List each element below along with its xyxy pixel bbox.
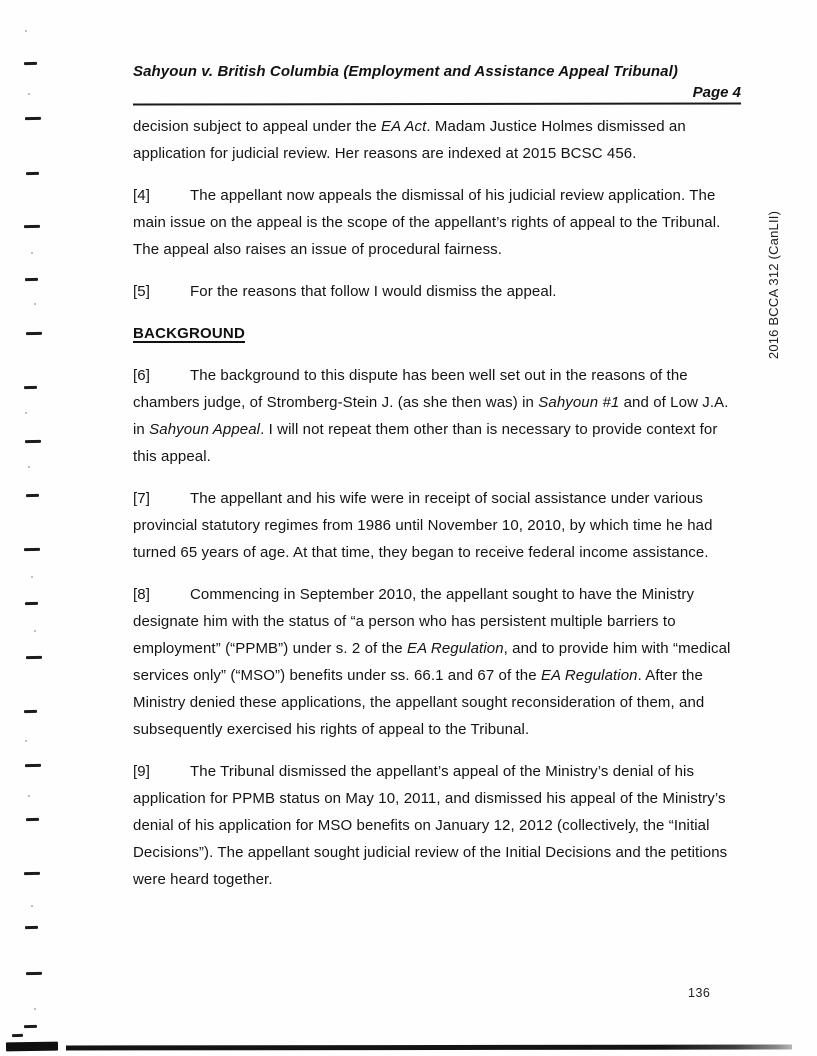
scan-speck	[28, 466, 30, 468]
cited-case-name: EA Act	[381, 118, 427, 135]
scan-margin-dash	[24, 386, 37, 389]
body-paragraphs	[133, 113, 741, 893]
scan-speck	[31, 252, 33, 254]
paragraph	[133, 581, 741, 743]
scan-speck	[34, 303, 36, 305]
scan-speck	[25, 740, 27, 742]
section-heading: BACKGROUND	[133, 325, 245, 342]
cited-case-name: EA Regulation	[540, 667, 638, 684]
scan-margin-dash	[26, 494, 39, 497]
page-label: Page 4	[692, 84, 741, 101]
document-header	[133, 61, 741, 105]
paragraph	[133, 485, 741, 566]
document-content	[133, 61, 741, 908]
scan-margin-dash	[24, 225, 40, 228]
paragraph-text: The Tribunal dismissed the appellant’s appeal of the Ministry’s denial of his application for PPMB status on May 10, 2011, and dismissed his appeal of the Ministry’s denial of his application for MSO benefits on January 12, 2012 (collectively, the “Initial Decisions”). The appellant sought judicial review of the Initial Decisions and the petitions were heard together.	[133, 763, 728, 888]
scan-margin-dash	[12, 1034, 23, 1037]
scan-margin-dash	[24, 710, 37, 713]
paragraph	[133, 758, 741, 893]
scan-speck	[28, 795, 30, 797]
footer-page-number: 136	[688, 986, 711, 1000]
scan-bottom-edge	[66, 1044, 792, 1050]
paragraph	[133, 362, 741, 470]
cited-case-name: Sahyoun #1	[538, 394, 620, 411]
scan-margin-dash	[25, 764, 41, 767]
paragraph-text: . After the Ministry denied these applications, the appellant sought reconsideration of them, and subsequently exercised his rights of appeal to the Tribunal.	[133, 667, 705, 738]
paragraph-number: [6]	[133, 367, 150, 384]
paragraph-number: [9]	[133, 763, 150, 780]
scan-margin-dash	[26, 656, 42, 659]
paragraph-number: [7]	[133, 490, 150, 507]
scan-margin-dash	[25, 926, 38, 929]
paragraph-text: . Madam Justice Holmes dismissed an application for judicial review. Her reasons are indexed at 2015 BCSC 456.	[133, 118, 686, 162]
paragraph-text: Commencing in September 2010, the appellant sought to have the Ministry designate him with the status of “a person who has persistent multiple barriers to employment” (“PPMB”) under s. 2 of the	[133, 586, 695, 657]
paragraph-text: , and to provide him with “medical services only” (“MSO”) benefits under ss. 66.1 and 67 of the	[133, 640, 731, 684]
scan-speck	[34, 1008, 36, 1010]
scan-margin-dash	[26, 818, 39, 821]
scan-margin-dash	[24, 548, 40, 551]
paragraph-number: [5]	[133, 283, 150, 300]
scan-margin-dash	[24, 1025, 37, 1028]
paragraph-number: [8]	[133, 586, 150, 603]
paragraph-text: . I will not repeat them other than is necessary to provide context for this appeal.	[133, 421, 718, 465]
paragraph-text: decision subject to appeal under the	[133, 118, 382, 135]
paragraph-text: The appellant and his wife were in receipt of social assistance under various provincial statutory regimes from 1986 until November 10, 2010, by which time he had turned 65 years of age. At that time, they began to receive federal income assistance.	[133, 490, 713, 561]
scan-speck	[31, 905, 33, 907]
header-rule	[133, 102, 741, 105]
scan-margin-dash	[26, 972, 42, 975]
paragraph	[133, 113, 741, 167]
scan-margin-dash	[24, 62, 37, 65]
case-title: Sahyoun v. British Columbia (Employment and Assistance Appeal Tribunal)	[133, 63, 678, 80]
scan-margin-dash	[25, 117, 41, 120]
scan-margin-dash	[25, 278, 38, 281]
cited-case-name: EA Regulation	[407, 640, 504, 657]
cited-case-name: Sahyoun Appeal	[149, 421, 261, 438]
scan-margin-dash	[26, 332, 42, 335]
paragraph	[133, 182, 741, 263]
paragraph	[133, 278, 741, 305]
paragraph-text: The background to this dispute has been well set out in the reasons of the chambers judge, of Stromberg-Stein J. (as she then was) in	[133, 367, 688, 411]
scan-margin-dash	[25, 602, 38, 605]
citation-sidebar: 2016 BCCA 312 (CanLII)	[766, 210, 781, 360]
paragraph-number: [4]	[133, 187, 150, 204]
scan-bottom-edge-left	[6, 1042, 58, 1052]
scan-speck	[28, 93, 30, 95]
scan-margin-dash	[25, 440, 41, 443]
paragraph-text: The appellant now appeals the dismissal of his judicial review application. The main issue on the appeal is the scope of the appellant’s rights of appeal to the Tribunal. The appeal also raises an issue of procedural fairness.	[133, 187, 721, 258]
scan-margin-dash	[26, 172, 39, 175]
scan-speck	[25, 412, 27, 414]
paragraph-text: For the reasons that follow I would dismiss the appeal.	[190, 283, 557, 300]
paragraph-text: and of Low J.A. in	[133, 394, 729, 438]
scan-speck	[31, 576, 33, 578]
scan-speck	[25, 30, 27, 32]
scan-margin-dash	[24, 872, 40, 875]
scan-speck	[34, 630, 36, 632]
